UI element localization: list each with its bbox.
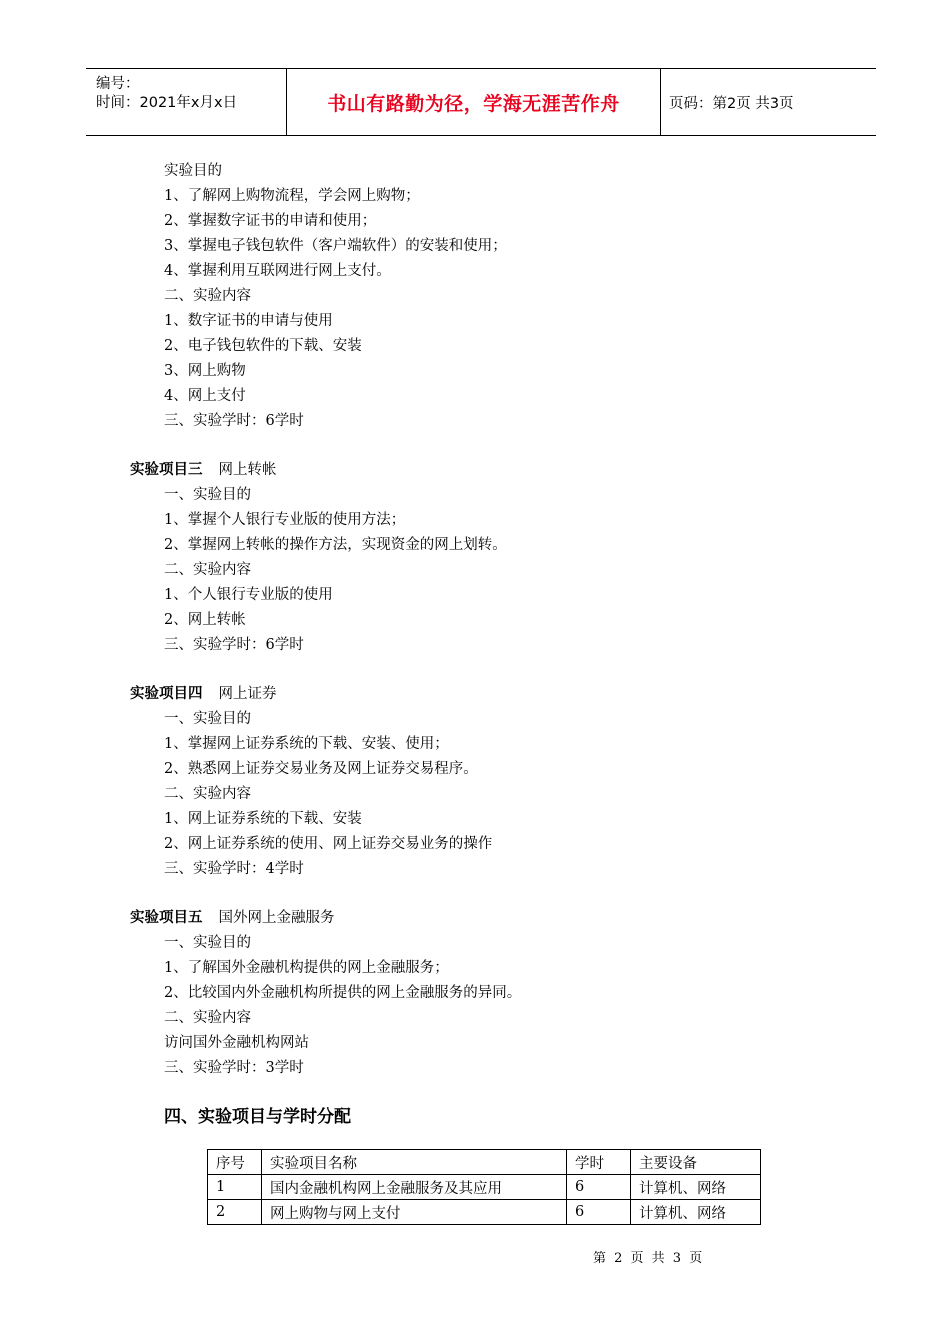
body-line: 一、实验目的 xyxy=(164,711,251,727)
body-line: 实验目的 xyxy=(164,163,222,179)
body-line: 1、掌握个人银行专业版的使用方法； xyxy=(164,512,406,528)
body-line: 2、电子钱包软件的下载、安装 xyxy=(164,338,362,354)
table-cell: 1 xyxy=(208,1175,262,1200)
body-line: 2、比较国内外金融机构所提供的网上金融服务的异同。 xyxy=(164,985,522,1001)
project-label: 实验项目四 xyxy=(130,686,203,702)
table-row xyxy=(208,1200,761,1225)
body-line: 3、网上购物 xyxy=(164,363,246,379)
header-page-number: 页码：第2页 共3页 xyxy=(669,95,794,112)
body-line: 2、掌握数字证书的申请和使用； xyxy=(164,213,377,229)
table-header-cell: 学时 xyxy=(567,1150,631,1175)
table-cell: 6 xyxy=(567,1200,631,1225)
body-line: 一、实验目的 xyxy=(164,487,251,503)
table-cell: 网上购物与网上支付 xyxy=(262,1200,567,1225)
body-line: 三、实验学时：6学时 xyxy=(164,413,304,429)
document-time: 时间：2021年x月x日 xyxy=(96,95,238,111)
table-header-cell: 序号 xyxy=(208,1150,262,1175)
table-cell: 2 xyxy=(208,1200,262,1225)
body-line: 2、熟悉网上证券交易业务及网上证券交易程序。 xyxy=(164,761,478,777)
header-meta xyxy=(86,69,287,135)
body-line: 二、实验内容 xyxy=(164,786,251,802)
body-line: 1、了解网上购物流程，学会网上购物； xyxy=(164,188,420,204)
header-motto-cell xyxy=(287,69,661,135)
project-name: 网上转帐 xyxy=(218,462,277,478)
table-header-cell: 实验项目名称 xyxy=(262,1150,567,1175)
table-cell: 6 xyxy=(567,1175,631,1200)
body-line: 2、掌握网上转帐的操作方法，实现资金的网上划转。 xyxy=(164,537,507,553)
table-cell: 计算机、网络 xyxy=(631,1200,761,1225)
header-motto: 书山有路勤为径，学海无涯苦作舟 xyxy=(327,92,620,115)
body-line: 访问国外金融机构网站 xyxy=(164,1035,309,1051)
body-line: 2、网上转帐 xyxy=(164,612,246,628)
page-footer: 第 2 页 共 3 页 xyxy=(593,1251,705,1266)
body-line: 三、实验学时：6学时 xyxy=(164,637,304,653)
table-row xyxy=(208,1175,761,1200)
body-line: 二、实验内容 xyxy=(164,562,251,578)
table-header-cell: 主要设备 xyxy=(631,1150,761,1175)
project-label: 实验项目五 xyxy=(130,910,203,926)
body-line: 1、掌握网上证券系统的下载、安装、使用； xyxy=(164,736,449,752)
body-line: 二、实验内容 xyxy=(164,288,251,304)
project-heading xyxy=(130,460,277,480)
table-cell: 国内金融机构网上金融服务及其应用 xyxy=(262,1175,567,1200)
allocation-table xyxy=(207,1149,761,1225)
page-header xyxy=(86,68,876,136)
project-heading xyxy=(130,684,277,704)
project-label: 实验项目三 xyxy=(130,462,203,478)
body-line: 4、掌握利用互联网进行网上支付。 xyxy=(164,263,391,279)
table-cell: 计算机、网络 xyxy=(631,1175,761,1200)
body-line: 三、实验学时：4学时 xyxy=(164,861,304,877)
table-header-row xyxy=(208,1150,761,1175)
section-title: 四、实验项目与学时分配 xyxy=(164,1107,351,1127)
body-line: 1、了解国外金融机构提供的网上金融服务； xyxy=(164,960,449,976)
body-line: 3、掌握电子钱包软件（客户端软件）的安装和使用； xyxy=(164,238,507,254)
body-line: 1、个人银行专业版的使用 xyxy=(164,587,333,603)
project-heading xyxy=(130,908,335,928)
project-name: 网上证券 xyxy=(218,686,277,702)
body-line: 2、网上证券系统的使用、网上证券交易业务的操作 xyxy=(164,836,493,852)
body-line: 二、实验内容 xyxy=(164,1010,251,1026)
project-name: 国外网上金融服务 xyxy=(218,910,335,926)
body-line: 1、网上证券系统的下载、安装 xyxy=(164,811,362,827)
body-line: 一、实验目的 xyxy=(164,935,251,951)
document-number: 编号： xyxy=(96,76,140,92)
body-line: 1、数字证书的申请与使用 xyxy=(164,313,333,329)
body-line: 4、网上支付 xyxy=(164,388,246,404)
body-line: 三、实验学时：3学时 xyxy=(164,1060,304,1076)
